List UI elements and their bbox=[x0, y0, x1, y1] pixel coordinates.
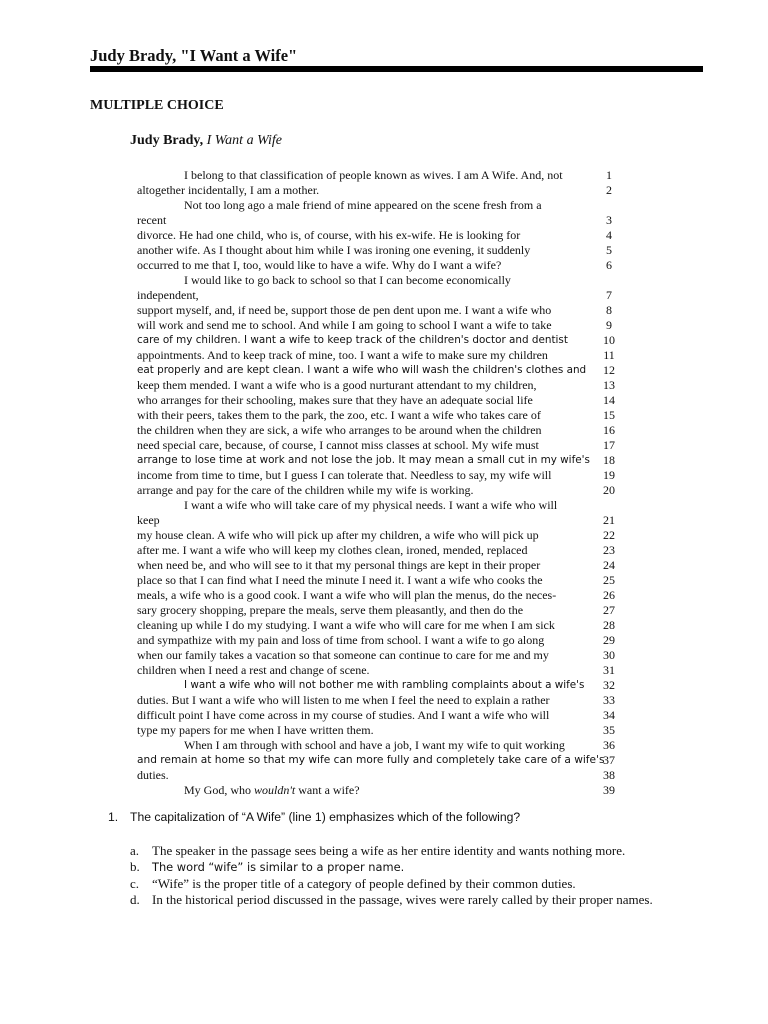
option-text: “Wife” is the proper title of a category of people defined by their common duties. bbox=[152, 876, 576, 891]
passage-line: and sympathize with my pain and loss of time from school. I want a wife to go along bbox=[137, 633, 545, 647]
passage-title bbox=[130, 133, 282, 149]
passage-line: arrange and pay for the care of the children while my wife is working. bbox=[137, 483, 474, 497]
passage-line: arrange to lose time at work and not lose the job. It may mean a small cut in my wife's bbox=[137, 454, 590, 466]
passage-line: cleaning up while I do my studying. I want a wife who will care for me when I am sick bbox=[137, 618, 555, 632]
passage-line-text: My God, who bbox=[184, 783, 255, 797]
line-number: 22 bbox=[603, 528, 615, 542]
line-number: 36 bbox=[603, 738, 615, 752]
section-heading: MULTIPLE CHOICE bbox=[90, 98, 224, 113]
line-number: 8 bbox=[606, 303, 612, 317]
passage-line: will work and send me to school. And while I am going to school I want a wife to take bbox=[137, 318, 552, 332]
line-number: 37 bbox=[603, 753, 615, 767]
line-number: 31 bbox=[603, 663, 615, 677]
line-number: 23 bbox=[603, 543, 615, 557]
passage-line: appointments. And to keep track of mine, too. I want a wife to make sure my children bbox=[137, 348, 548, 362]
line-number bbox=[596, 273, 622, 288]
option-text: In the historical period discussed in the passage, wives were rarely called by their proper names. bbox=[152, 892, 653, 907]
line-number: 28 bbox=[603, 618, 615, 632]
line-number: 21 bbox=[603, 513, 615, 527]
passage-line bbox=[184, 783, 360, 798]
passage-line: I want a wife who will take care of my physical needs. I want a wife who will bbox=[184, 498, 558, 512]
passage-line: with their peers, takes them to the park, the zoo, etc. I want a wife who takes care of bbox=[137, 408, 541, 422]
passage-line: duties. But I want a wife who will listen to me when I feel the need to explain a rather bbox=[137, 693, 550, 707]
option-text: The speaker in the passage sees being a wife as her entire identity and wants nothing more. bbox=[152, 843, 626, 858]
passage-line: my house clean. A wife who will pick up after my children, a wife who will pick up bbox=[137, 528, 539, 542]
passage-line: When I am through with school and have a job, I want my wife to quit working bbox=[184, 738, 565, 752]
passage-line: type my papers for me when I have written them. bbox=[137, 723, 374, 737]
line-number: 24 bbox=[603, 558, 615, 572]
answer-option-c bbox=[130, 876, 670, 893]
line-number: 25 bbox=[603, 573, 615, 587]
line-number: 15 bbox=[603, 408, 615, 422]
passage-line: independent, bbox=[137, 288, 199, 302]
line-number: 38 bbox=[603, 768, 615, 782]
option-letter: a. bbox=[130, 843, 140, 858]
passage-line: and remain at home so that my wife can more fully and completely take care of a wife's bbox=[137, 754, 605, 766]
passage-line: keep them mended. I want a wife who is a good nurturant attendant to my children, bbox=[137, 378, 537, 392]
passage-line: income from time to time, but I guess I can tolerate that. Needless to say, my wife will bbox=[137, 468, 552, 482]
line-number: 3 bbox=[606, 213, 612, 227]
option-letter: c. bbox=[130, 876, 140, 891]
line-number: 26 bbox=[603, 588, 615, 602]
passage-line: when need be, and who will see to it that my personal things are kept in their proper bbox=[137, 558, 541, 572]
line-number bbox=[596, 198, 622, 213]
line-number: 2 bbox=[606, 183, 612, 197]
line-number bbox=[596, 498, 622, 513]
line-number: 17 bbox=[603, 438, 615, 452]
question bbox=[108, 810, 520, 824]
passage-line: occurred to me that I, too, would like to have a wife. Why do I want a wife? bbox=[137, 258, 502, 272]
page-title: Judy Brady, "I Want a Wife" bbox=[90, 46, 298, 65]
passage-line: after me. I want a wife who will keep my clothes clean, ironed, mended, replaced bbox=[137, 543, 528, 557]
passage-line: recent bbox=[137, 213, 167, 227]
option-letter: b. bbox=[130, 859, 140, 874]
line-number: 35 bbox=[603, 723, 615, 737]
passage-line: divorce. He had one child, who is, of course, with his ex-wife. He is looking for bbox=[137, 228, 521, 242]
header-rule bbox=[90, 66, 703, 72]
passage-line: Not too long ago a male friend of mine appeared on the scene fresh from a bbox=[184, 198, 542, 212]
line-number: 33 bbox=[603, 693, 615, 707]
line-number: 32 bbox=[603, 678, 615, 692]
line-number: 5 bbox=[606, 243, 612, 257]
option-text: The word “wife” is similar to a proper name. bbox=[152, 860, 405, 874]
line-number: 14 bbox=[603, 393, 615, 407]
passage-line: children when I need a rest and change of scene. bbox=[137, 663, 370, 677]
line-number: 12 bbox=[603, 363, 615, 377]
line-number: 4 bbox=[606, 228, 612, 242]
question-number: 1. bbox=[108, 810, 119, 824]
line-number: 10 bbox=[603, 333, 615, 347]
passage-line: meals, a wife who is a good cook. I want a wife who will plan the menus, do the neces- bbox=[137, 588, 557, 602]
line-number: 29 bbox=[603, 633, 615, 647]
passage-line-text: want a wife? bbox=[295, 783, 360, 797]
passage-line: another wife. As I thought about him while I was ironing one evening, it suddenly bbox=[137, 243, 531, 257]
passage-line: the children when they are sick, a wife who arranges to be around when the children bbox=[137, 423, 542, 437]
line-number: 7 bbox=[606, 288, 612, 302]
passage-title-italic: I Want a Wife bbox=[206, 133, 282, 148]
emphasized-word: wouldn't bbox=[254, 783, 296, 797]
passage-line: when our family takes a vacation so that someone can continue to care for me and my bbox=[137, 648, 549, 662]
line-number: 13 bbox=[603, 378, 615, 392]
answer-option-d bbox=[130, 892, 670, 909]
line-number: 20 bbox=[603, 483, 615, 497]
line-number: 1 bbox=[606, 168, 612, 182]
passage-line: difficult point I have come across in my course of studies. And I want a wife who will bbox=[137, 708, 550, 722]
line-number: 39 bbox=[603, 783, 615, 797]
line-number: 6 bbox=[606, 258, 612, 272]
line-number: 27 bbox=[603, 603, 615, 617]
line-number: 9 bbox=[606, 318, 612, 332]
answer-option-a bbox=[130, 843, 670, 860]
passage-line: who arranges for their schooling, makes sure that they have an adequate social life bbox=[137, 393, 533, 407]
passage-line: altogether incidentally, I am a mother. bbox=[137, 183, 320, 197]
passage-line: support myself, and, if need be, support those de pen dent upon me. I want a wife who bbox=[137, 303, 552, 317]
line-number: 19 bbox=[603, 468, 615, 482]
answer-option-b bbox=[130, 859, 670, 876]
passage-line: need special care, because, of course, I cannot miss classes at school. My wife must bbox=[137, 438, 539, 452]
passage-line: sary grocery shopping, prepare the meals, serve them pleasantly, and then do the bbox=[137, 603, 524, 617]
line-number: 30 bbox=[603, 648, 615, 662]
line-number: 34 bbox=[603, 708, 615, 722]
line-number: 11 bbox=[603, 348, 615, 362]
passage-line: I want a wife who will not bother me with rambling complaints about a wife's bbox=[184, 679, 585, 691]
passage-line: I would like to go back to school so that I can become economically bbox=[184, 273, 511, 287]
passage-line: duties. bbox=[137, 768, 169, 782]
option-letter: d. bbox=[130, 892, 140, 907]
passage-line: I belong to that classification of people known as wives. I am A Wife. And, not bbox=[184, 168, 563, 182]
line-number: 16 bbox=[603, 423, 615, 437]
passage-line: care of my children. I want a wife to keep track of the children's doctor and dentist bbox=[137, 334, 568, 346]
question-text: The capitalization of “A Wife” (line 1) emphasizes which of the following? bbox=[130, 810, 521, 824]
passage-line: eat properly and are kept clean. I want a wife who will wash the children's clothes and bbox=[137, 364, 587, 376]
line-number: 18 bbox=[603, 453, 615, 467]
passage-line: keep bbox=[137, 513, 160, 527]
passage-line: place so that I can find what I need the minute I need it. I want a wife who cooks the bbox=[137, 573, 543, 587]
passage-author: Judy Brady, bbox=[130, 133, 204, 148]
